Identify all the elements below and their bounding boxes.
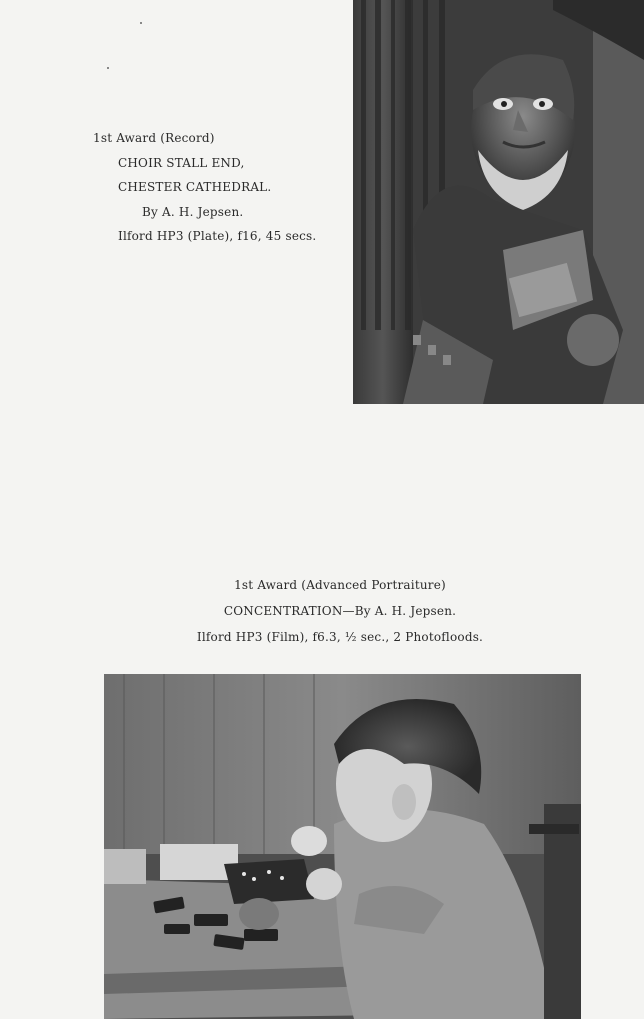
photo-title-line-2: CHESTER CATHEDRAL. <box>118 180 272 194</box>
choir-stall-photograph <box>353 0 644 404</box>
exposure-details: Ilford HP3 (Film), f6.3, ½ sec., 2 Photofloods. <box>196 630 484 644</box>
photo-title-line-1: CHOIR STALL END, <box>118 155 245 170</box>
photographer-credit: By A. H. Jepsen. <box>142 204 244 219</box>
award-title: 1st Award (Record) <box>93 131 215 145</box>
photo-title-and-credit: CONCENTRATION—By A. H. Jepsen. <box>223 604 457 618</box>
caption-choir-stall <box>93 126 343 249</box>
print-speck <box>140 22 142 24</box>
caption-concentration <box>140 572 540 650</box>
print-speck <box>107 67 109 69</box>
exposure-details: Ilford HP3 (Plate), f16, 45 secs. <box>118 229 317 243</box>
concentration-photograph <box>104 674 581 1019</box>
award-title: 1st Award (Advanced Portraiture) <box>234 578 446 592</box>
